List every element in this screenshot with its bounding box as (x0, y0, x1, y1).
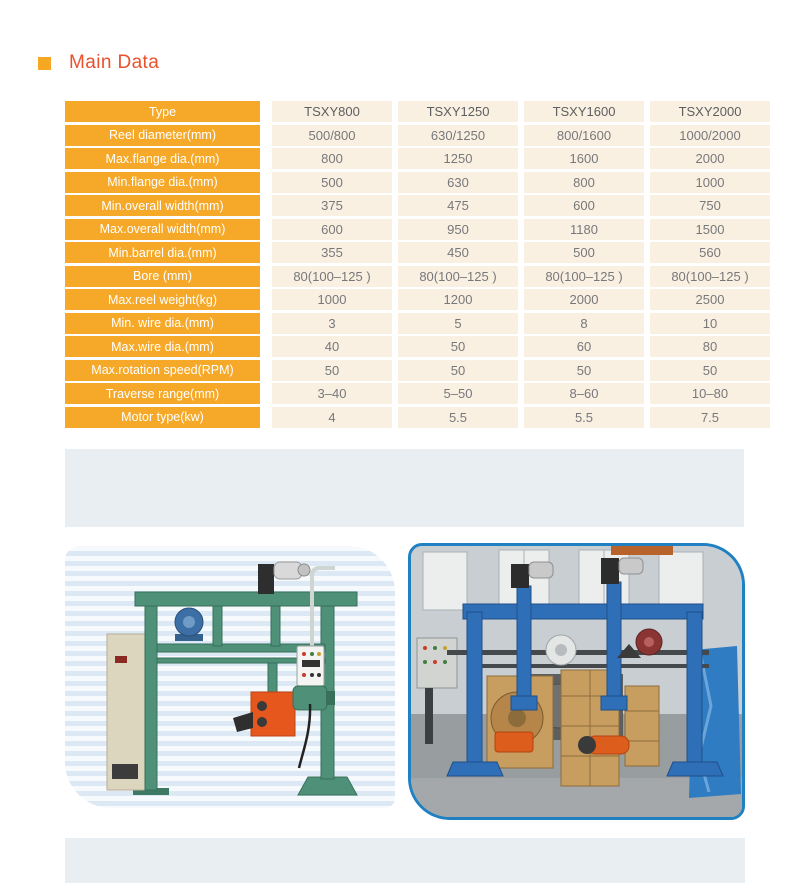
machine-photo-right (408, 543, 745, 820)
value-cell: 5.5 (524, 407, 644, 428)
table-row (65, 336, 770, 357)
value-cell: 2500 (650, 289, 770, 310)
value-cell: 7.5 (650, 407, 770, 428)
value-cell: 450 (398, 242, 518, 263)
value-cell: 1250 (398, 148, 518, 169)
value-cell: TSXY2000 (650, 101, 770, 122)
value-cell: 50 (398, 336, 518, 357)
value-cell: 630 (398, 172, 518, 193)
value-cell: 355 (272, 242, 392, 263)
value-cell: 1180 (524, 219, 644, 240)
value-cell: 630/1250 (398, 125, 518, 146)
value-cell: 500/800 (272, 125, 392, 146)
value-cell: 50 (524, 360, 644, 381)
value-cell: 8 (524, 313, 644, 334)
value-cell: 600 (272, 219, 392, 240)
table-row (65, 148, 770, 169)
table-row (65, 101, 770, 122)
row-label-cell: Min.barrel dia.(mm) (65, 242, 260, 263)
value-cell: 3 (272, 313, 392, 334)
table-row (65, 172, 770, 193)
value-cell: 80(100–125 ) (398, 266, 518, 287)
value-cell: 375 (272, 195, 392, 216)
value-cell: 1600 (524, 148, 644, 169)
value-cell: 3–40 (272, 383, 392, 404)
value-cell: 40 (272, 336, 392, 357)
value-cell: 80 (650, 336, 770, 357)
machine-photo-left (65, 546, 395, 808)
row-label-cell: Max.wire dia.(mm) (65, 336, 260, 357)
value-cell: 600 (524, 195, 644, 216)
value-cell: 8–60 (524, 383, 644, 404)
row-label-cell: Max.overall width(mm) (65, 219, 260, 240)
row-label-cell: Min. wire dia.(mm) (65, 313, 260, 334)
value-cell: 2000 (524, 289, 644, 310)
table-row (65, 219, 770, 240)
row-label-cell: Max.reel weight(kg) (65, 289, 260, 310)
value-cell: 560 (650, 242, 770, 263)
spec-table (65, 101, 770, 428)
row-label-cell: Min.overall width(mm) (65, 195, 260, 216)
page-title: Main Data (69, 52, 160, 73)
value-cell: 475 (398, 195, 518, 216)
value-cell: 80(100–125 ) (650, 266, 770, 287)
value-cell: TSXY1600 (524, 101, 644, 122)
table-row (65, 125, 770, 146)
row-label-cell: Bore (mm) (65, 266, 260, 287)
value-cell: 60 (524, 336, 644, 357)
bottom-spacer-band (65, 838, 745, 883)
table-row (65, 266, 770, 287)
top-spacer-band (65, 449, 744, 527)
value-cell: 5 (398, 313, 518, 334)
row-label-cell: Traverse range(mm) (65, 383, 260, 404)
table-row (65, 360, 770, 381)
value-cell: 500 (524, 242, 644, 263)
value-cell: 800 (272, 148, 392, 169)
value-cell: 50 (272, 360, 392, 381)
table-row (65, 242, 770, 263)
value-cell: 80(100–125 ) (524, 266, 644, 287)
value-cell: 50 (398, 360, 518, 381)
section-header (38, 52, 159, 74)
workshop-illustration (411, 546, 742, 817)
row-label-cell: Max.rotation speed(RPM) (65, 360, 260, 381)
row-label-cell: Max.flange dia.(mm) (65, 148, 260, 169)
section-bullet-icon (38, 57, 51, 70)
value-cell: 1500 (650, 219, 770, 240)
value-cell: 950 (398, 219, 518, 240)
table-row (65, 195, 770, 216)
value-cell: 750 (650, 195, 770, 216)
row-label-cell: Motor type(kw) (65, 407, 260, 428)
value-cell: TSXY800 (272, 101, 392, 122)
table-row (65, 313, 770, 334)
row-label-cell: Min.flange dia.(mm) (65, 172, 260, 193)
value-cell: 50 (650, 360, 770, 381)
table-row (65, 407, 770, 428)
value-cell: 1000 (650, 172, 770, 193)
value-cell: 800 (524, 172, 644, 193)
value-cell: 5.5 (398, 407, 518, 428)
value-cell: 500 (272, 172, 392, 193)
row-label-cell: Reel diameter(mm) (65, 125, 260, 146)
value-cell: 4 (272, 407, 392, 428)
value-cell: 800/1600 (524, 125, 644, 146)
value-cell: TSXY1250 (398, 101, 518, 122)
value-cell: 1200 (398, 289, 518, 310)
value-cell: 5–50 (398, 383, 518, 404)
value-cell: 10 (650, 313, 770, 334)
value-cell: 80(100–125 ) (272, 266, 392, 287)
green-machine-illustration (65, 546, 395, 808)
value-cell: 1000/2000 (650, 125, 770, 146)
table-row (65, 383, 770, 404)
table-row (65, 289, 770, 310)
value-cell: 10–80 (650, 383, 770, 404)
value-cell: 2000 (650, 148, 770, 169)
row-label-cell: Type (65, 101, 260, 122)
value-cell: 1000 (272, 289, 392, 310)
